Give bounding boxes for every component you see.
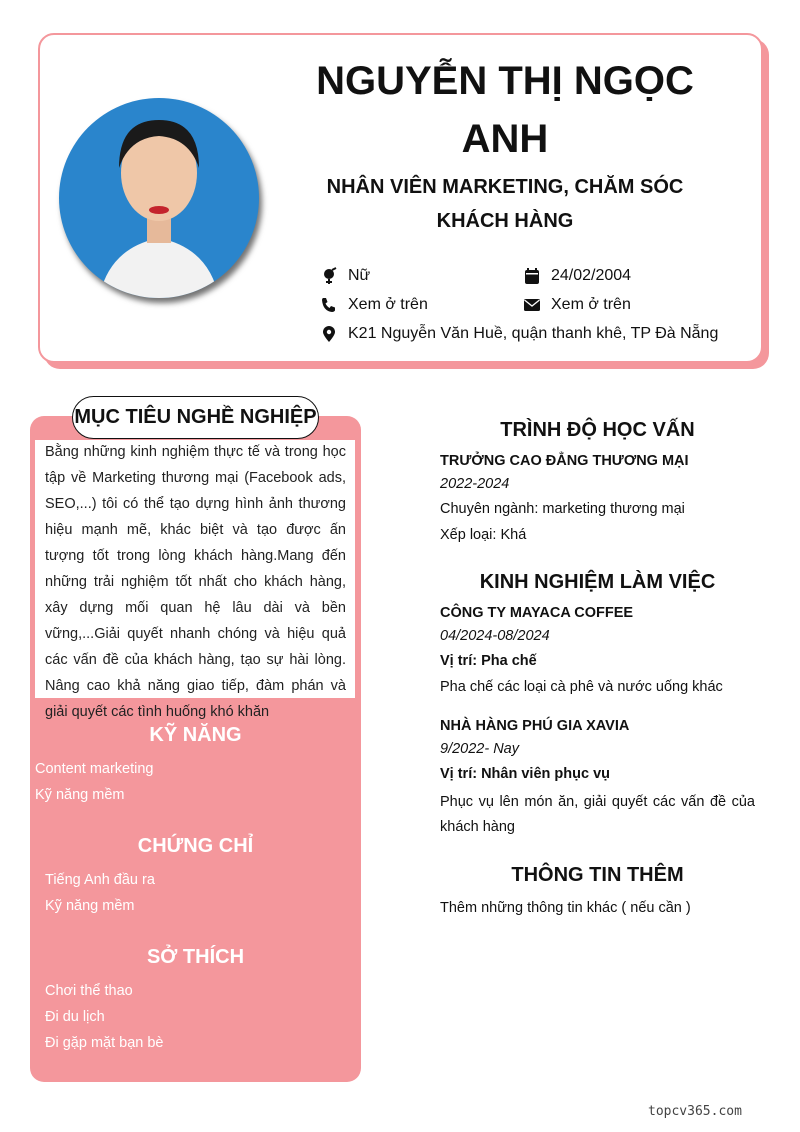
objective-heading: MỤC TIÊU NGHỀ NGHIỆP (72, 396, 319, 439)
education-school: TRƯỞNG CAO ĐẲNG THƯƠNG MẠI (440, 453, 689, 469)
certificate-item: Kỹ năng mềm (45, 898, 135, 914)
gender-row (320, 265, 370, 287)
gender-value: Nữ (348, 267, 371, 284)
hobby-item: Đi gặp mặt bạn bè (45, 1035, 164, 1051)
email-row (523, 294, 631, 316)
phone-value: Xem ở trên (348, 296, 428, 313)
gender-icon (320, 267, 338, 285)
job-period: 04/2024-08/2024 (440, 628, 550, 644)
job-company: NHÀ HÀNG PHÚ GIA XAVIA (440, 718, 630, 734)
envelope-icon (523, 296, 541, 314)
watermark: topcv365.com (648, 1104, 742, 1119)
hobby-item: Chơi thể thao (45, 983, 133, 999)
location-pin-icon (320, 325, 338, 343)
hobby-item: Đi du lịch (45, 1009, 105, 1025)
birthday-value: 24/02/2004 (551, 267, 632, 284)
calendar-icon (523, 267, 541, 285)
job-position: Vị trí: Pha chế (440, 653, 537, 669)
job-description: Pha chế các loại cà phê và nước uống khác (440, 679, 723, 695)
experience-heading: KINH NGHIỆM LÀM VIỆC (479, 571, 716, 593)
candidate-name: NGUYỄN THỊ NGỌC ANH (316, 59, 694, 161)
address-row (320, 323, 718, 345)
certificate-item: Tiếng Anh đầu ra (45, 872, 155, 888)
job-position: Vị trí: Nhân viên phục vụ (440, 766, 610, 782)
skill-item: Content marketing (35, 761, 154, 777)
certificates-heading: CHỨNG CHỈ (137, 835, 254, 857)
birthday-row (523, 265, 631, 287)
objective-text: Bằng những kinh nghiệm thực tế và trong học tập về Marketing thương mại (Facebook ads, SEO,...) tôi có thể tạo dựng hình ảnh thương hiệu mạnh mẽ, khác biệt và tạo được ấn tượng tốt trong lòng khách hàng.Mang đến những trải nghiệm tốt nhất cho khách hàng, xây dựng mối quan hệ lâu dài và bền vững,...Giải quyết nhanh chóng và hiệu quả các vấn đề của khách hàng, tạo sự hài lòng. Nâng cao khả năng giao tiếp, đàm phán và giải quyết các tình huống khó khăn (45, 444, 346, 720)
job-title: NHÂN VIÊN MARKETING, CHĂM SÓC KHÁCH HÀNG (326, 176, 684, 232)
education-grade: Xếp loại: Khá (440, 527, 527, 543)
address-value: K21 Nguyễn Văn Huề, quận thanh khê, TP Đà Nẵng (348, 325, 719, 342)
avatar (59, 98, 259, 298)
education-major: Chuyên ngành: marketing thương mại (440, 501, 685, 517)
extra-heading: THÔNG TIN THÊM (511, 864, 684, 886)
job-description: Phục vụ lên món ăn, giải quyết các vấn đề của khách hàng (440, 794, 755, 835)
skill-item: Kỹ năng mềm (35, 787, 125, 803)
hobbies-heading: SỞ THÍCH (146, 946, 245, 968)
education-period: 2022-2024 (440, 476, 510, 492)
job-period: 9/2022- Nay (440, 741, 519, 757)
phone-row (320, 294, 428, 316)
education-heading: TRÌNH ĐỘ HỌC VẤN (500, 419, 695, 441)
skills-heading: KỸ NĂNG (149, 724, 242, 746)
phone-icon (320, 296, 338, 314)
extra-text: Thêm những thông tin khác ( nếu cần ) (440, 900, 691, 916)
email-value: Xem ở trên (551, 296, 631, 313)
job-company: CÔNG TY MAYACA COFFEE (440, 605, 634, 621)
